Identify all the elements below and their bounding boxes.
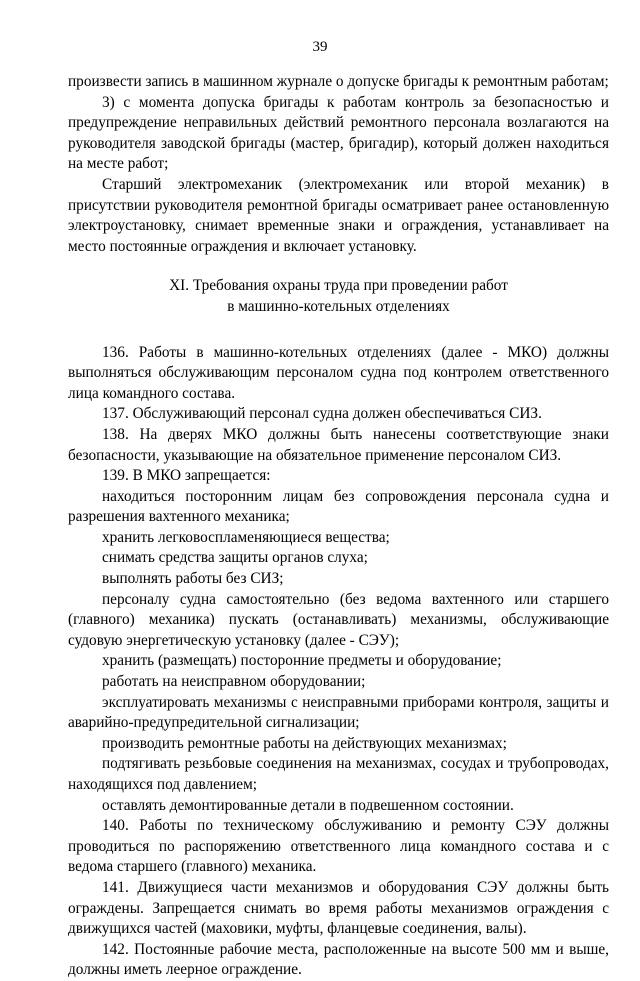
section-heading-line: в машинно-котельных отделениях [227,297,450,315]
paragraph-139: 139. В МКО запрещается: [102,467,271,485]
page-number: 39 [312,39,328,55]
paragraph: произвести запись в машинном журнале о допуске бригады к ремонтным работам; [68,73,609,90]
paragraph-136: 136. Работы в машинно-котельных отделениях (далее - МКО) должны выполняться обслуживающим персоналом судна под контролем ответственного лица командного состава. [68,343,609,402]
paragraph-142: 142. Постоянные рабочие места, расположенные на высоте 500 мм и выше, должны иметь леерное ограждение. [68,940,609,979]
list-item: производить ремонтные работы на действующих механизмах; [102,734,507,752]
paragraph: 3) с момента допуска бригады к работам контроль за безопасностью и предупреждение неправильных действий ремонтного персонала возлагаются на руководителя заводской бригады (мастер, бригадир), который должен находиться на месте работ; [68,93,609,173]
list-item: персоналу судна самостоятельно (без ведома вахтенного или старшего (главного) механика) пускать (останавливать) механизмы, обслуживающие судовую энергетическую установку (далее - СЭУ); [68,590,609,649]
paragraph-137: 137. Обслуживающий персонал судна должен обеспечиваться СИЗ. [102,405,542,423]
paragraph-138: 138. На дверях МКО должны быть нанесены соответствующие знаки безопасности, указывающие на обязательное применение персоналом СИЗ. [68,425,609,464]
paragraph-140: 140. Работы по техническому обслуживанию и ремонту СЭУ должны проводиться по распоряжению ответственного лица командного состава и с ведома старшего (главного) механика. [68,817,609,876]
paragraph-141: 141. Движущиеся части механизмов и оборудования СЭУ должны быть ограждены. Запрещается снимать во время работы механизмов ограждения с движущихся частей (маховики, муфты, фланцевые соединения, валы). [68,878,609,938]
list-item: находиться посторонним лицам без сопровождения персонала судна и разрешения вахтенного механика; [68,487,609,526]
list-item: оставлять демонтированные детали в подвешенном состоянии. [102,796,514,814]
document-body [68,72,609,981]
list-item: снимать средства защиты органов слуха; [102,549,368,567]
section-heading-line: XI. Требования охраны труда при проведении работ [169,277,508,295]
list-item: работать на неисправном оборудовании; [102,673,366,691]
list-item: подтягивать резьбовые соединения на механизмах, сосудах и трубопроводах, находящихся под давлением; [68,755,609,793]
list-item: эксплуатировать механизмы с неисправными приборами контроля, защиты и аварийно-предупредительной сигнализации; [68,693,609,732]
section-heading [68,276,609,317]
list-item: выполнять работы без СИЗ; [102,570,284,588]
list-item: хранить легковоспламеняющиеся вещества; [102,528,390,546]
list-item: хранить (размещать) посторонние предметы и оборудование; [102,652,502,670]
paragraph: Старший электромеханик (электромеханик или второй механик) в присутствии руководителя ремонтной бригады осматривает ранее остановленную электроустановку, снимает временные знаки и ограждения, устанавливает на место постоянные ограждения и включает установку. [68,175,609,255]
